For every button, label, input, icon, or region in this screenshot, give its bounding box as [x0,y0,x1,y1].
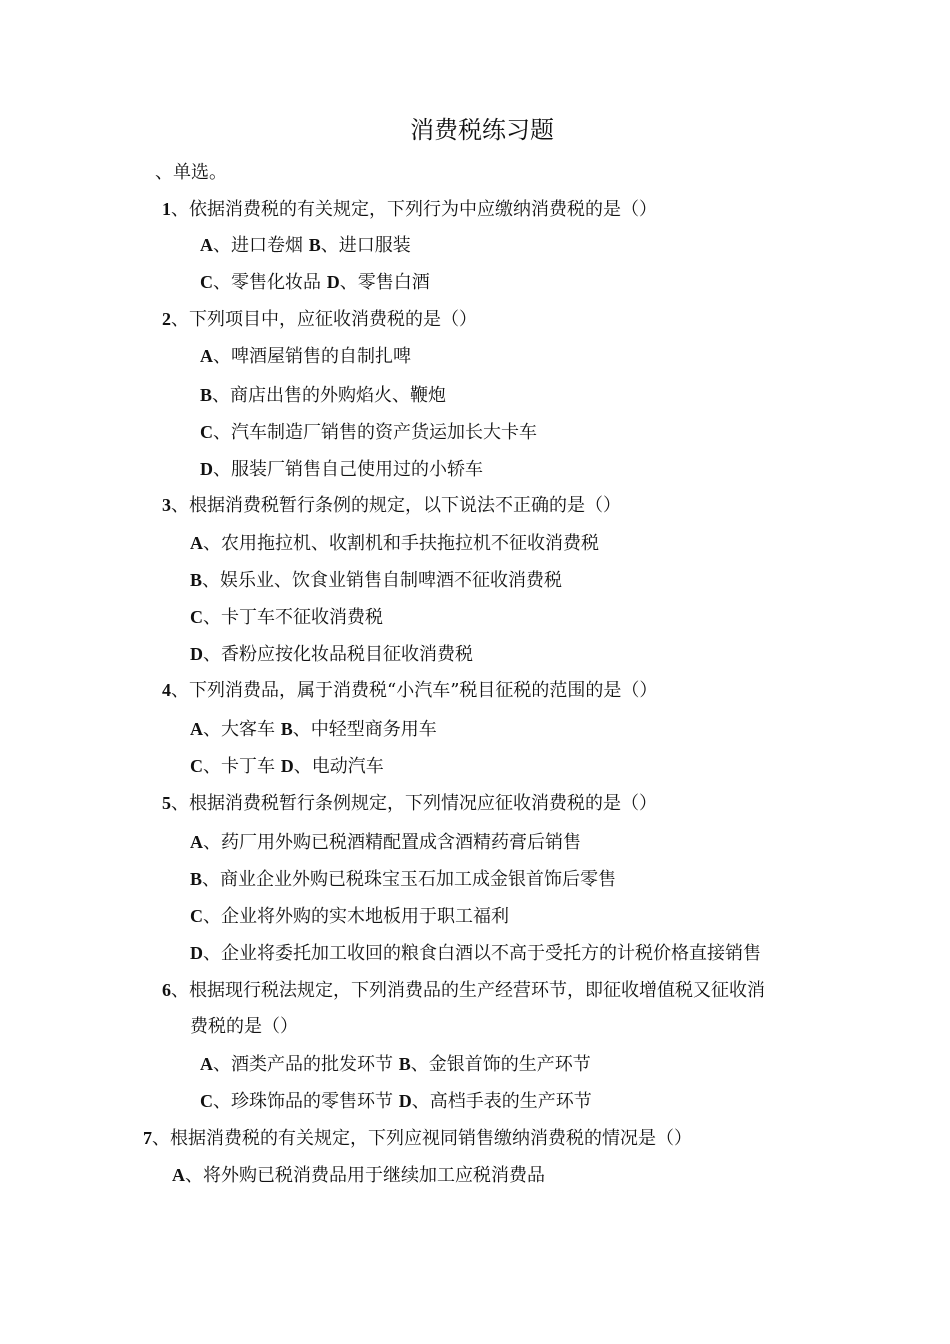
question-number: 5 [162,793,171,813]
option-b [190,569,562,592]
option-letter: D [190,644,203,664]
question-6 [162,979,765,1002]
option-text: 、大客车 [203,719,275,740]
option-letter: D [190,943,203,963]
option-letter: C [200,422,213,442]
question-text: 、根据消费税的有关规定，下列应视同销售缴纳消费税的情况是（） [152,1128,692,1149]
option-text: 、珍珠饰品的零售环节 [213,1091,393,1112]
option-d [190,942,761,965]
option-text: 、中轻型商务用车 [292,719,437,740]
option-letter: B [190,869,203,889]
option-letter: A [200,235,213,255]
option-text: 、药厂用外购已税酒精配置成含酒精药膏后销售 [203,832,581,853]
question-text: 、依据消费税的有关规定，下列行为中应缴纳消费税的是（） [171,199,657,220]
option-text: 、企业将委托加工收回的粮食白酒以不高于受托方的计税价格直接销售 [203,943,761,964]
option-text: 、农用拖拉机、收割机和手扶拖拉机不征收消费税 [203,533,599,554]
option-a [200,345,411,368]
option-line [200,1090,592,1113]
option-line [200,1053,591,1076]
option-letter: D [398,1091,412,1111]
option-text: 、服装厂销售自己使用过的小轿车 [213,459,483,480]
option-line [200,271,430,294]
page-title: 消费税练习题 [410,116,554,144]
option-letter: A [190,832,203,852]
option-text: 、进口服装 [320,235,411,256]
option-text: 、进口卷烟 [213,235,303,256]
option-line [190,718,437,741]
option-text: 、高档手表的生产环节 [411,1091,592,1112]
option-text: 、电动汽车 [293,756,384,777]
option-text: 、卡丁车不征收消费税 [203,607,383,628]
question-text: 、下列消费品，属于消费税“小汽车”税目征税的范围的是（） [171,680,658,701]
question-7 [143,1127,692,1150]
option-line [200,234,411,257]
option-text: 、零售化妆品 [213,272,321,293]
option-a [172,1164,545,1187]
option-letter: B [200,385,213,405]
option-letter: A [200,1054,213,1074]
option-letter: B [308,235,321,255]
option-text: 、卡丁车 [203,756,275,777]
option-text: 、商店出售的外购焰火、鞭炮 [212,385,447,406]
option-letter: D [200,459,213,479]
option-letter: C [200,272,213,292]
question-text: 、根据消费税暂行条例规定，下列情况应征收消费税的是（） [171,793,657,814]
option-text: 、零售白酒 [339,272,430,293]
question-number: 6 [162,980,171,1000]
question-4 [162,679,657,702]
question-number: 1 [162,199,171,219]
option-letter: B [398,1054,411,1074]
option-line [190,755,384,778]
option-letter: C [190,607,203,627]
option-text: 、金银首饰的生产环节 [410,1054,591,1075]
question-text: 、下列项目中，应征收消费税的是（） [171,309,477,330]
option-c [190,905,509,928]
option-b [200,384,446,407]
option-letter: A [190,719,203,739]
option-text: 、娱乐业、饮食业销售自制啤酒不征收消费税 [202,570,563,591]
question-number: 4 [162,680,171,700]
option-text: 、香粉应按化妆品税目征收消费税 [203,644,473,665]
option-letter: A [200,346,213,366]
option-text: 、酒类产品的批发环节 [213,1054,393,1075]
option-text: 、将外购已税消费品用于继续加工应税消费品 [185,1165,545,1186]
question-number: 2 [162,309,171,329]
question-number: 3 [162,495,171,515]
option-text: 、汽车制造厂销售的资产货运加长大卡车 [213,422,537,443]
question-text: 、根据消费税暂行条例的规定，以下说法不正确的是（） [171,495,621,516]
option-text: 、商业企业外购已税珠宝玉石加工成金银首饰后零售 [202,869,617,890]
option-c [200,421,537,444]
option-text: 、啤酒屋销售的自制扎啤 [213,346,411,367]
option-letter: A [172,1165,185,1185]
option-letter: D [280,756,294,776]
question-2 [162,308,477,331]
question-1 [162,198,657,221]
section-heading: 、单选。 [155,162,227,183]
option-letter: A [190,533,203,553]
option-c [190,606,383,629]
question-text: 、根据现行税法规定，下列消费品的生产经营环节，即征收增值税又征收消 [171,980,765,1001]
option-letter: C [190,756,203,776]
option-text: 、企业将外购的实木地板用于职工福利 [203,906,509,927]
option-letter: C [190,906,203,926]
option-letter: B [280,719,293,739]
question-5 [162,792,657,815]
option-d [200,458,483,481]
option-letter: D [326,272,340,292]
option-letter: B [190,570,203,590]
question-text-continued: 费税的是（） [190,1016,298,1037]
question-3 [162,494,621,517]
option-b [190,868,616,891]
option-a [190,831,581,854]
option-d [190,643,473,666]
option-a [190,532,599,555]
option-letter: C [200,1091,213,1111]
question-number: 7 [143,1128,152,1148]
